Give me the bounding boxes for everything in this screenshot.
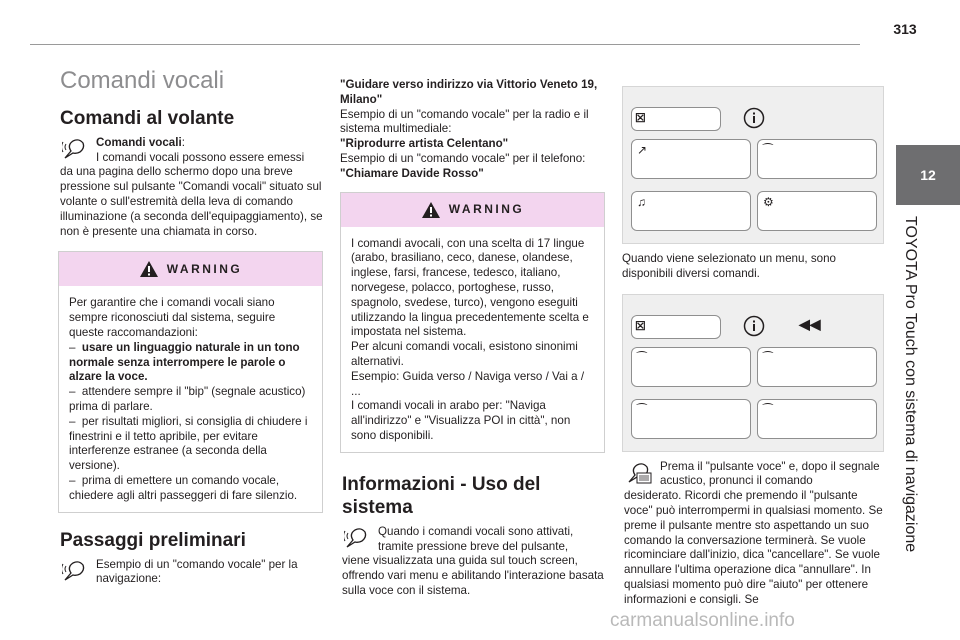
close-box-icon: ☒ bbox=[635, 111, 646, 125]
info-icon bbox=[743, 107, 765, 129]
back-icon: ◀◀ bbox=[799, 315, 821, 332]
voice-small-icon: ⁀ bbox=[637, 402, 647, 417]
settings-icon: ⚙ bbox=[763, 195, 774, 209]
voice-commands-text-2: da una pagina dello schermo dopo una breve pressione sul pulsante "Comandi vocali" situato sul volante o sull'estremità della leva di comando illuminazione (a seconda dell'equipaggiamento), se non è presente una chiamata in corso. bbox=[60, 165, 323, 238]
quote-radio: "Riprodurre artista Celentano" bbox=[340, 137, 509, 151]
warning-intro: Per garantire che i comandi vocali siano sempre riconosciuti dal sistema, seguire queste raccomandazioni: bbox=[69, 296, 276, 339]
warning-body bbox=[341, 227, 604, 452]
watermark: carmanualsonline.info bbox=[610, 610, 795, 631]
column-1 bbox=[58, 68, 323, 587]
press-voice-text-1: Prema il "pulsante voce" e, dopo il segnale acustico, pronunci il comando bbox=[660, 459, 880, 488]
info-icon bbox=[743, 315, 765, 337]
info-text-1: Quando i comandi vocali sono attivati, tramite pressione breve del pulsante, bbox=[378, 524, 574, 553]
voice-commands-label: Comandi vocali bbox=[96, 135, 182, 149]
heading-information-usage: Informazioni - Uso del sistema bbox=[342, 473, 541, 518]
screen-illustration-submenu bbox=[622, 294, 884, 452]
warning-arabic: I comandi vocali in arabo per: "Naviga all'indirizzo" e "Visualizza POI in città", non sono disponibili. bbox=[351, 399, 571, 442]
chapter-tab[interactable]: 12 bbox=[896, 145, 960, 205]
warning-label: WARNING bbox=[166, 261, 243, 276]
preliminary-text: Esempio di un "comando vocale" per la navigazione: bbox=[96, 557, 298, 586]
column-2 bbox=[340, 78, 605, 599]
voice-small-icon: ⁀ bbox=[763, 350, 773, 365]
warning-item-2-text: attendere sempre il "bip" (segnale acustico) prima di parlare. bbox=[69, 385, 306, 413]
warning-item-2 bbox=[69, 385, 312, 415]
warning-synonyms: Per alcuni comandi vocali, esistono sinonimi alternativi. bbox=[351, 340, 578, 368]
dash: – bbox=[69, 340, 76, 354]
voice-small-icon: ⁀ bbox=[763, 402, 773, 417]
voice-small-icon: ⁀ bbox=[637, 350, 647, 365]
voice-commands-paragraph bbox=[60, 136, 323, 166]
warning-item-4 bbox=[69, 474, 312, 504]
screen-button-3 bbox=[631, 399, 751, 439]
section-title: Comandi vocali bbox=[60, 67, 225, 94]
screen-button-settings bbox=[757, 191, 877, 231]
dash: – bbox=[69, 473, 76, 487]
warning-box-2 bbox=[340, 192, 605, 453]
voice-command-icon bbox=[62, 136, 90, 160]
side-title bbox=[890, 216, 930, 556]
screen-button-media bbox=[631, 191, 751, 231]
warning-body bbox=[59, 286, 322, 511]
quote-navigation: "Guidare verso indirizzo via Vittorio Veneto 19, Milano" bbox=[340, 78, 598, 106]
example-phone: Esempio di un "comando vocale" per il telefono: bbox=[340, 151, 586, 165]
press-voice-paragraph bbox=[624, 460, 886, 490]
page-number: 313 bbox=[893, 21, 917, 37]
dash: – bbox=[69, 385, 76, 399]
info-text-2: viene visualizzata una guida sul touch screen, offrendo vari menu e abilitando l'interazione basata sulla voce con il sistema. bbox=[342, 554, 604, 597]
close-box-icon: ☒ bbox=[635, 318, 646, 333]
warning-item-4-text: prima di emettere un comando vocale, chiedere agli altri passeggeri di fare silenzio. bbox=[69, 473, 298, 502]
voice-command-icon bbox=[344, 525, 372, 549]
voice-button-icon bbox=[626, 460, 654, 484]
quote-phone: "Chiamare Davide Rosso" bbox=[340, 166, 484, 180]
navigation-icon: ↗ bbox=[637, 143, 648, 157]
menu-commands-text: Quando viene selezionato un menu, sono disponibili diversi comandi. bbox=[622, 252, 836, 280]
heading-steering-controls: Comandi al volante bbox=[60, 107, 235, 129]
warning-item-1-text: usare un linguaggio naturale in un tono normale senza interrompere le parole o alzare la voce. bbox=[69, 340, 300, 384]
header-divider bbox=[30, 44, 860, 45]
warning-example: Esempio: Guida verso / Naviga verso / Vai a / ... bbox=[351, 369, 585, 398]
warning-item-1 bbox=[69, 341, 312, 385]
warning-label: WARNING bbox=[448, 202, 525, 217]
info-paragraph bbox=[342, 525, 605, 555]
screen-button-2 bbox=[757, 347, 877, 387]
column-3 bbox=[622, 86, 886, 608]
voice-command-icon bbox=[62, 558, 90, 582]
screen-button-navigation bbox=[631, 139, 751, 179]
warning-triangle-icon bbox=[139, 260, 159, 278]
heading-preliminary-steps: Passaggi preliminari bbox=[60, 529, 246, 551]
voice-commands-colon: : bbox=[181, 135, 185, 149]
dash: – bbox=[69, 414, 76, 428]
screen-button-4 bbox=[757, 399, 877, 439]
screen-illustration-main-menu bbox=[622, 86, 884, 244]
voice-commands-text-1: I comandi vocali possono essere emessi bbox=[96, 150, 305, 164]
warning-header bbox=[341, 193, 604, 227]
warning-item-3 bbox=[69, 415, 312, 474]
side-title-text: TOYOTA Pro Touch con sistema di navigazione bbox=[902, 216, 919, 553]
music-icon: ♫ bbox=[637, 195, 646, 209]
warning-triangle-icon bbox=[421, 201, 441, 219]
preliminary-paragraph bbox=[60, 558, 323, 588]
warning-header bbox=[59, 252, 322, 286]
voice-small-icon: ⁀ bbox=[763, 143, 773, 157]
screen-button-1 bbox=[631, 347, 751, 387]
warning-box-1 bbox=[58, 251, 323, 512]
example-radio: Esempio di un "comando vocale" per la radio e il sistema multimediale: bbox=[340, 107, 589, 136]
warning-languages: I comandi avocali, con una scelta di 17 lingue (arabo, brasiliano, ceco, danese, olandese, inglese, farsi, francese, tedesco, italiano, norvegese, polacco, portoghese, russo, spagnolo, svedese, turco), vengono eseguiti utilizzando la lingua precedentemente scelta e impostata nel sistema. bbox=[351, 236, 589, 339]
press-voice-text-2: desiderato. Ricordi che premendo il "pulsante voce" può interrompermi in qualsiasi momento. Se preme il pulsante mentre sto aspettando un suo comando la conversazione terminerà. Se vuole ricominciare dall'inizio, dica "cancellare". Se vuole annullare l'ultima operazione dica "annullare". In qualsiasi momento può dire "aiuto" per ottenere informazioni e consigli. Se bbox=[624, 489, 883, 606]
screen-button-phone bbox=[757, 139, 877, 179]
warning-item-3-text: per risultati migliori, si consiglia di chiudere i finestrini e il tetto apribile, per evitare interferenze estranee (a seconda della versione). bbox=[69, 414, 308, 473]
